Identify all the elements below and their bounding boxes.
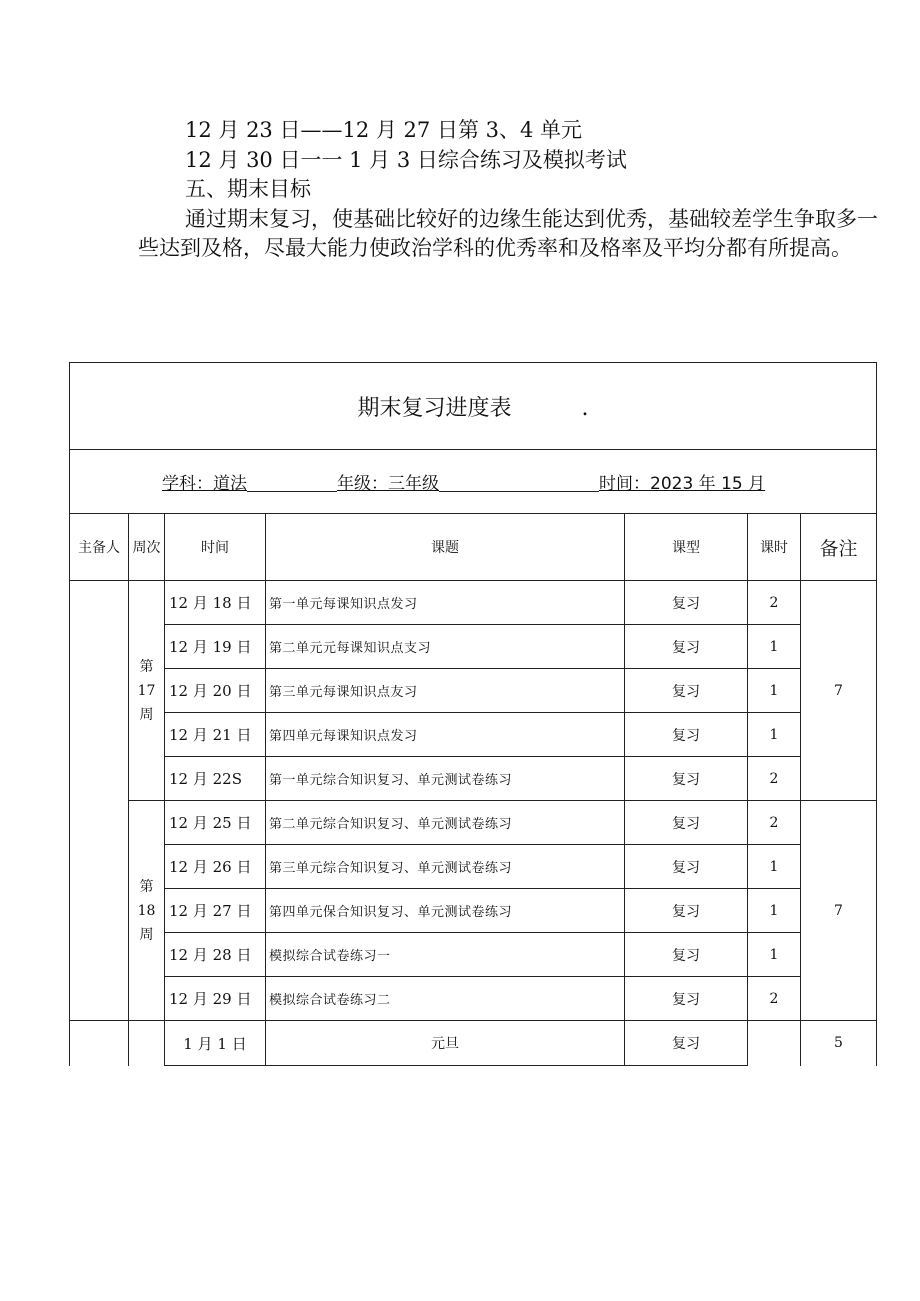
info-cell (70, 450, 877, 514)
row-hours: 1 (748, 625, 801, 669)
week-18-cell: 第 18 周 (129, 801, 165, 1021)
header-week: 周次 (129, 514, 165, 581)
row-date: 12 月 21 日 (165, 713, 266, 757)
row-hours: 2 (748, 977, 801, 1021)
table-title: 期末复习进度表 (357, 395, 512, 421)
table-row (70, 713, 877, 757)
header-time: 时间 (165, 514, 266, 581)
row-hours: 2 (748, 801, 801, 845)
table-row (70, 625, 877, 669)
row-type: 复习 (625, 801, 748, 845)
row-date: 12 月 25 日 (165, 801, 266, 845)
row-type: 复习 (625, 713, 748, 757)
week-cell-empty (129, 1021, 165, 1066)
row-type: 复习 (625, 1021, 748, 1066)
row-type: 复习 (625, 669, 748, 713)
section-heading: 五、期末目标 (185, 177, 311, 201)
header-remarks: 备注 (801, 514, 877, 581)
row-topic: 第四单元保合知识复习、单元测试卷练习 (266, 889, 625, 933)
row-type: 复习 (625, 889, 748, 933)
row-date: 12 月 19 日 (165, 625, 266, 669)
intro-text (138, 116, 878, 264)
subject-info: 学科：道法 (162, 474, 247, 494)
row-date: 12 月 18 日 (165, 581, 266, 625)
table-row (70, 757, 877, 801)
row-topic: 第二单元综合知识复习、单元测试卷练习 (266, 801, 625, 845)
review-schedule-table (69, 362, 876, 1067)
row-type: 复习 (625, 625, 748, 669)
row-hours: 1 (748, 845, 801, 889)
row-date: 12 月 22S (165, 757, 266, 801)
row-topic: 模拟综合试卷练习二 (266, 977, 625, 1021)
row-remark: 5 (801, 1021, 877, 1066)
row-type: 复习 (625, 757, 748, 801)
week-17-remark: 7 (801, 581, 877, 801)
table-row (70, 669, 877, 713)
table-row (70, 801, 877, 845)
row-date: 12 月 27 日 (165, 889, 266, 933)
title-dot: . (581, 395, 589, 421)
row-type: 复习 (625, 977, 748, 1021)
row-date: 12 月 20 日 (165, 669, 266, 713)
row-hours: 1 (748, 669, 801, 713)
row-topic: 第四单元每课知识点发习 (266, 713, 625, 757)
table-row (70, 933, 877, 977)
grade-info: 年级：三年级 (337, 474, 439, 494)
row-hours: 1 (748, 933, 801, 977)
row-topic: 模拟综合试卷练习一 (266, 933, 625, 977)
row-hours: 1 (748, 889, 801, 933)
header-topic: 课题 (266, 514, 625, 581)
schedule-line-1: 12 月 23 日——12 月 27 日第 3、4 单元 (185, 118, 583, 142)
week-18-remark: 7 (801, 801, 877, 1021)
row-hours: 1 (748, 713, 801, 757)
table-row (70, 889, 877, 933)
row-topic: 元旦 (266, 1021, 625, 1066)
row-hours (748, 1021, 801, 1066)
row-type: 复习 (625, 845, 748, 889)
schedule-line-2: 12 月 30 日一一 1 月 3 日综合练习及模拟考试 (185, 147, 627, 172)
time-info: 时间：2023 年 15 月 (599, 474, 766, 494)
table-row (70, 1021, 877, 1066)
table-row (70, 845, 877, 889)
row-hours: 2 (748, 757, 801, 801)
week-17-cell: 第 17 周 (129, 581, 165, 801)
table-row (70, 581, 877, 625)
row-type: 复习 (625, 933, 748, 977)
row-date: 1 月 1 日 (165, 1021, 266, 1066)
row-topic: 第一单元综合知识复习、单元测试卷练习 (266, 757, 625, 801)
row-date: 12 月 26 日 (165, 845, 266, 889)
row-topic: 第二单元元每课知识点支习 (266, 625, 625, 669)
row-topic: 第三单元综合知识复习、单元测试卷练习 (266, 845, 625, 889)
table-row (70, 977, 877, 1021)
row-date: 12 月 28 日 (165, 933, 266, 977)
table-title-cell (70, 363, 877, 450)
goal-paragraph: 通过期末复习，使基础比较好的边缘生能达到优秀，基础较差学生争取多一些达到及格，尽最大能力使政治学科的优秀率和及格率及平均分都有所提高。 (138, 206, 878, 260)
preparer-cell-empty (70, 1021, 129, 1066)
row-date: 12 月 29 日 (165, 977, 266, 1021)
header-preparer: 主备人 (70, 514, 129, 581)
header-type: 课型 (625, 514, 748, 581)
row-topic: 第三单元每课知识点友习 (266, 669, 625, 713)
row-hours: 2 (748, 581, 801, 625)
header-hours: 课时 (748, 514, 801, 581)
row-topic: 第一单元每课知识点发习 (266, 581, 625, 625)
header-row (70, 514, 877, 581)
preparer-cell (70, 581, 129, 1021)
row-type: 复习 (625, 581, 748, 625)
